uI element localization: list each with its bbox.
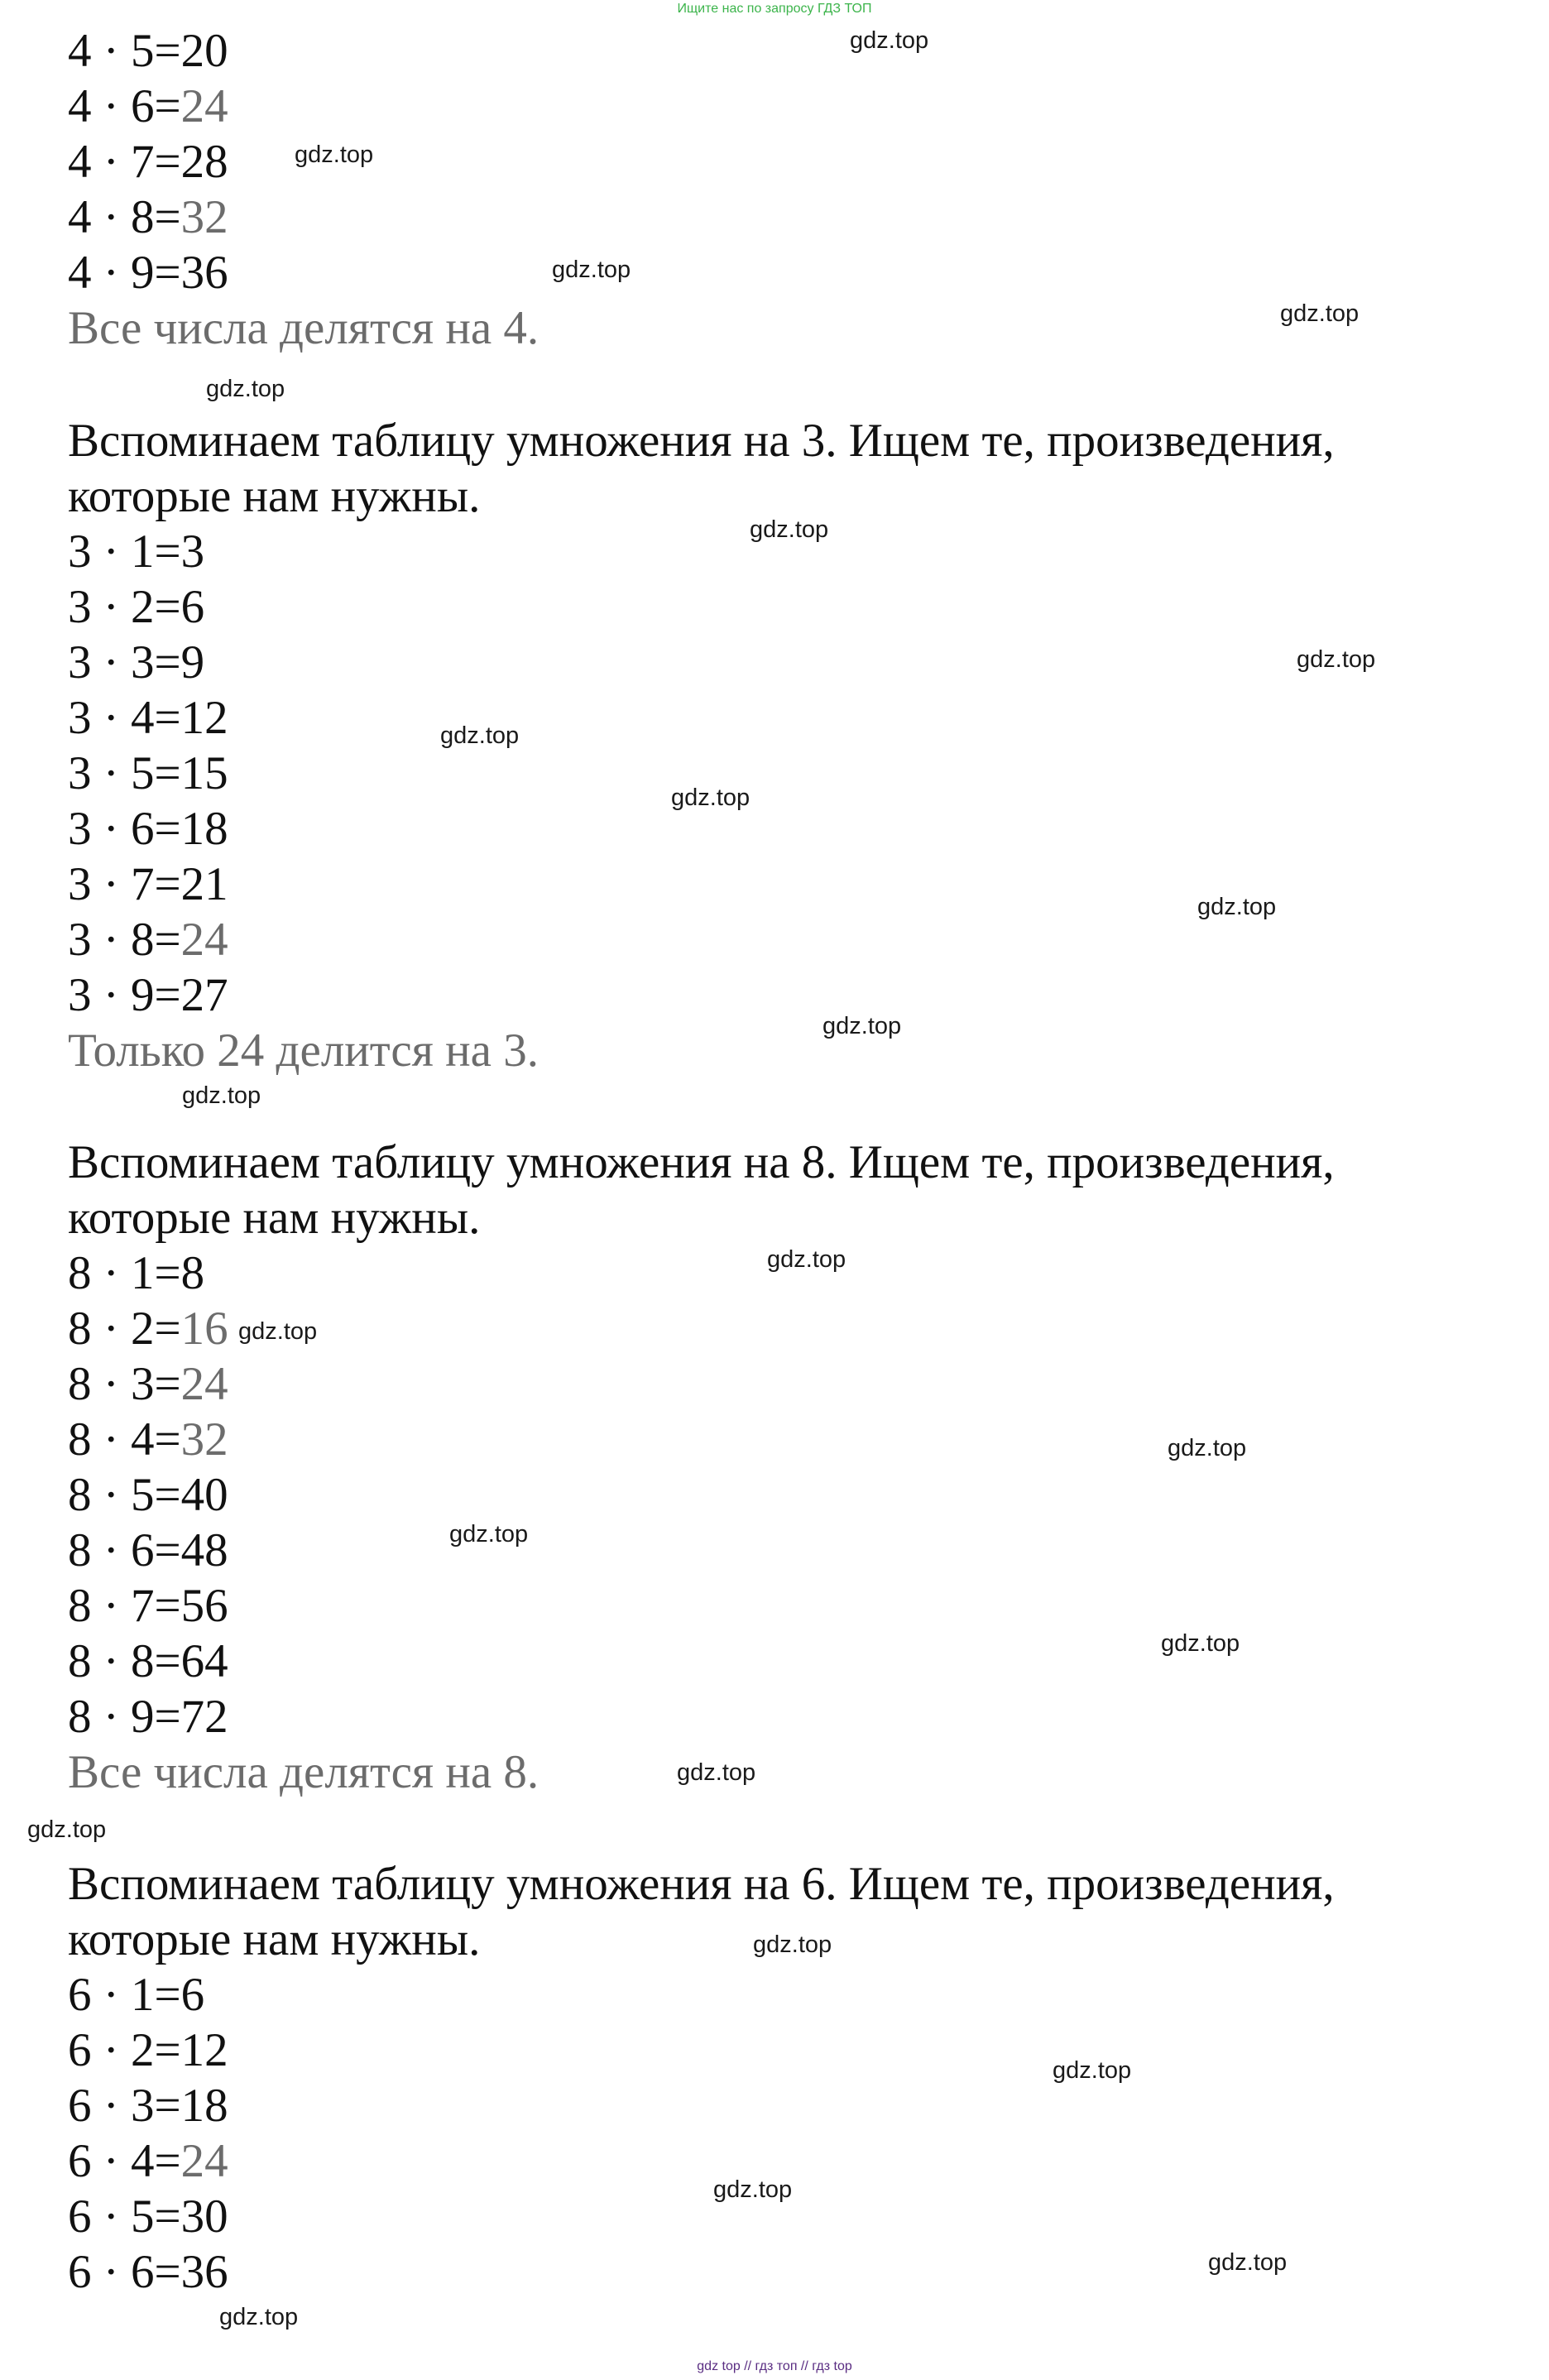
watermark-text: gdz.top [671, 785, 751, 811]
product-line: 6 · 3=18 [68, 2080, 228, 2132]
product-line: 3 · 7=21 [68, 858, 228, 910]
product-line: 3 · 1=3 [68, 525, 205, 578]
watermark-text: gdz.top [750, 516, 829, 543]
watermark-text: gdz.top [1297, 646, 1376, 673]
watermark-text: gdz.top [1197, 894, 1277, 920]
watermark-text: gdz.top [295, 142, 374, 168]
product-line: 3 · 5=15 [68, 747, 228, 799]
product-line: 8 · 6=48 [68, 1524, 228, 1576]
product-line: 4 · 9=36 [68, 247, 228, 299]
section-intro: Вспоминаем таблицу умножения на 3. Ищем те, произведения, [68, 415, 1335, 467]
product-line: 4 · 6=24 [68, 80, 228, 132]
watermark-text: gdz.top [822, 1013, 902, 1039]
product-line: 3 · 3=9 [68, 636, 205, 689]
product-line: 3 · 9=27 [68, 969, 228, 1021]
product-line: 8 · 1=8 [68, 1247, 205, 1299]
product-line: 8 · 7=56 [68, 1580, 228, 1632]
product-line: 8 · 3=24 [68, 1358, 228, 1410]
product-line: 8 · 4=32 [68, 1413, 228, 1466]
product-line: 6 · 5=30 [68, 2190, 228, 2243]
watermark-text: gdz.top [713, 2176, 793, 2203]
watermark-text: gdz.top [1053, 2057, 1132, 2084]
watermark-text: gdz.top [1208, 2249, 1288, 2276]
section-intro: которые нам нужны. [68, 1192, 481, 1244]
watermark-text: gdz.top [238, 1318, 318, 1345]
product-line: 3 · 4=12 [68, 692, 228, 744]
watermark-text: gdz.top [677, 1759, 756, 1786]
section-intro: которые нам нужны. [68, 1913, 481, 1965]
product-line: 3 · 8=24 [68, 914, 228, 966]
watermark-text: gdz.top [440, 722, 520, 749]
watermark-text: gdz.top [1168, 1435, 1247, 1461]
watermark-text: gdz.top [552, 257, 631, 283]
watermark-text: gdz.top [767, 1246, 846, 1273]
watermark-text: gdz.top [1280, 300, 1360, 327]
watermark-text: gdz.top [449, 1521, 529, 1547]
top-banner[interactable]: Ищите нас по запросу ГДЗ ТОП [677, 2, 872, 16]
product-line: 3 · 6=18 [68, 803, 228, 855]
product-line: 4 · 7=28 [68, 136, 228, 188]
watermark-text: gdz.top [27, 1816, 107, 1843]
watermark-text: gdz.top [182, 1082, 261, 1109]
section-intro: Вспоминаем таблицу умножения на 8. Ищем те, произведения, [68, 1136, 1335, 1188]
product-line: 3 · 2=6 [68, 581, 205, 633]
section-intro: которые нам нужны. [68, 470, 481, 522]
watermark-text: gdz.top [850, 27, 929, 54]
conclusion-text: Все числа делятся на 8. [68, 1746, 540, 1798]
watermark-text: gdz.top [219, 2304, 299, 2330]
product-line: 6 · 1=6 [68, 1969, 205, 2021]
product-line: 8 · 8=64 [68, 1635, 228, 1687]
product-line: 6 · 2=12 [68, 2024, 228, 2076]
product-line: 4 · 5=20 [68, 25, 228, 77]
product-line: 6 · 6=36 [68, 2246, 228, 2298]
conclusion-text: Все числа делятся на 4. [68, 302, 540, 354]
watermark-text: gdz.top [753, 1931, 832, 1958]
product-line: 6 · 4=24 [68, 2135, 228, 2187]
product-line: 8 · 2=16 [68, 1303, 228, 1355]
watermark-text: gdz.top [1161, 1630, 1240, 1657]
conclusion-text: Только 24 делится на 3. [68, 1024, 539, 1077]
product-line: 8 · 9=72 [68, 1691, 228, 1743]
footer-links[interactable]: gdz top // гдз топ // гдз top [697, 2359, 852, 2373]
section-intro: Вспоминаем таблицу умножения на 6. Ищем те, произведения, [68, 1858, 1335, 1910]
product-line: 8 · 5=40 [68, 1469, 228, 1521]
product-line: 4 · 8=32 [68, 191, 228, 243]
watermark-text: gdz.top [206, 376, 285, 402]
